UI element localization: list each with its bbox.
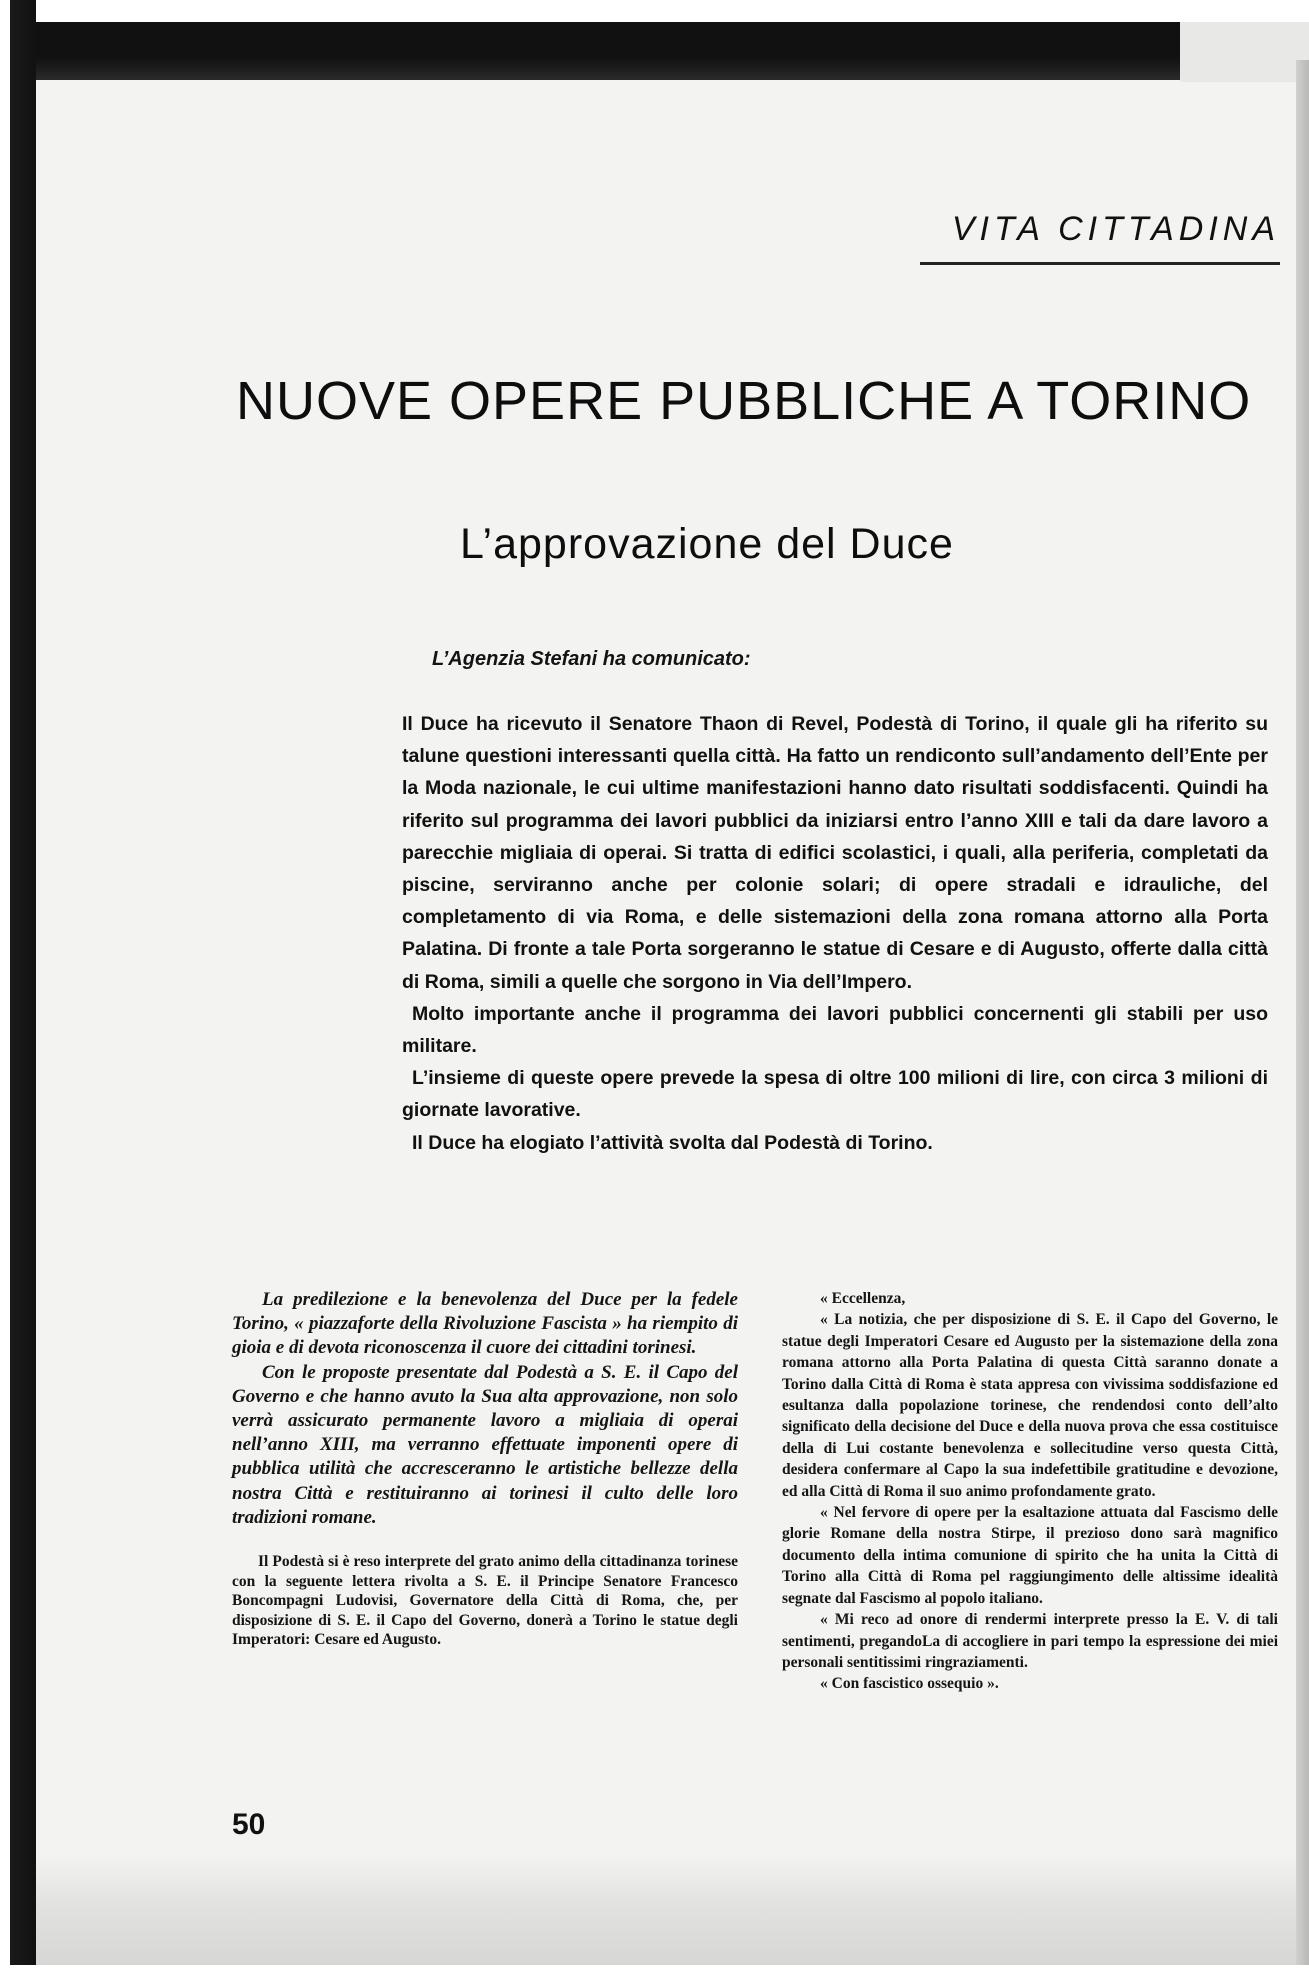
news-paragraph: Il Duce ha ricevuto il Senatore Thaon di Revel, Podestà di Torino, il quale gli ha riferito su talune questioni interessanti quella città. Ha fatto un rendiconto sull’andamento dell’Ente per la Moda nazionale, le cui ultime manifestazioni hanno dato risultati soddisfacenti. Quindi ha riferito sul programma dei lavori pubblici da iniziarsi entro l’anno XIII e tali da dare lavoro a parecchie migliaia di operai. Si tratta di edifici scolastici, i quali, alla periferia, completati da piscine, serviranno anche per colonie solari; di opere stradali e idrauliche, del completamento di via Roma, e delle sistemazioni della zona romana attorno alla Porta Palatina. Di fronte a tale Porta sorgeranno le statue di Cesare e di Augusto, offerte dalla città di Roma, simili a quelle che sorgono in Via dell’Impero. — [402, 713, 1268, 993]
intro-paragraph: Con le proposte presentate dal Podestà a S. E. il Capo del Governo e che hanno avuto la Sua alta approvazione, non solo verrà assicurato permanente lavoro a migliaia di operai nell’anno XIII, ma verranno effettuate imponenti opere di pubblica utilità che accresceranno le artistiche bellezze della nostra Città e restituiranno ai torinesi il culto delle loro tradizioni romane. — [232, 1361, 738, 1528]
podesta-note: Il Podestà si è reso interprete del grato animo della cittadinanza torinese con la seguente lettera rivolta a S. E. il Principe Senatore Francesco Boncompagni Ludovisi, Governatore della Città di Roma, che, per disposizione di S. E. il Capo del Governo, donerà a Torino le statue degli Imperatori: Cesare ed Augusto. — [232, 1553, 738, 1649]
intro-paragraph: La predilezione e la benevolenza del Duce per la fedele Torino, « piazzaforte della Rivoluzione Fascista » ha riempito di gioia e di devota riconoscenza il cuore dei cittadini torinesi. — [232, 1289, 738, 1359]
news-paragraph: L’insieme di queste opere prevede la spesa di oltre 100 milioni di lire, con circa 3 milioni di giornate lavorative. — [402, 1067, 1268, 1122]
scan-border-left — [0, 0, 36, 1977]
page-title: NUOVE OPERE PUBBLICHE A TORINO — [236, 371, 1252, 431]
news-body — [402, 708, 1268, 1159]
scan-bottom-shadow — [36, 1855, 1296, 1977]
letter-paragraph: « Nel fervore di opere per la esaltazione attuata dal Fascismo delle glorie Romane della nostra Stirpe, il prezioso dono sarà magnifico documento della intima comunione di spirito che ha unita la Città di Torino alla Città di Roma pel raggiungimento delle altissime idealità segnate dal Fascismo al popolo italiano. — [782, 1504, 1278, 1607]
scan-bottom-edge — [0, 1965, 1309, 1977]
right-column — [782, 1288, 1278, 1695]
section-rule — [920, 262, 1280, 265]
letter-paragraph: « Con fascistico ossequio ». — [820, 1675, 999, 1693]
scan-corner — [1180, 22, 1309, 82]
page-number: 50 — [232, 1808, 266, 1841]
scan-fold — [1296, 60, 1309, 1977]
news-paragraph: Molto importante anche il programma dei lavori pubblici concernenti gli stabili per uso militare. — [402, 1002, 1268, 1058]
section-heading: VITA CITTADINA — [951, 210, 1280, 248]
letter-paragraph: « Eccellenza, — [820, 1290, 906, 1307]
left-column — [232, 1288, 738, 1650]
scan-border-top — [0, 0, 1309, 80]
agency-line: L’Agenzia Stefani ha comunicato: — [432, 648, 751, 670]
letter-paragraph: « Mi reco ad onore di rendermi interprete presso la E. V. di tali sentimenti, pregandoLa di accogliere in pari tempo la espressione dei miei personali sentitissimi ringraziamenti. — [782, 1611, 1278, 1671]
letter-paragraph: « La notizia, che per disposizione di S. E. il Capo del Governo, le statue degli Imperatori Cesare ed Augusto per la sistemazione della zona romana attorno alla Porta Palatina di questa Città saranno donate a Torino dalla Città di Roma è stata appresa con vivissima soddisfazione ed esultanza dalla popolazione torinese, che rendendosi conto dell’alto significato della decisione del Duce e della nuova prova che essa costituisce della di Lui costante benevolenza e sollecitudine verso questa Città, desidera confermare al Capo la sua indefettibile gratitudine e devozione, ed alla Città di Roma il suo animo profondamente grato. — [782, 1311, 1278, 1500]
page-subtitle: L’approvazione del Duce — [460, 520, 954, 568]
news-paragraph: Il Duce ha elogiato l’attività svolta dal Podestà di Torino. — [412, 1131, 933, 1154]
